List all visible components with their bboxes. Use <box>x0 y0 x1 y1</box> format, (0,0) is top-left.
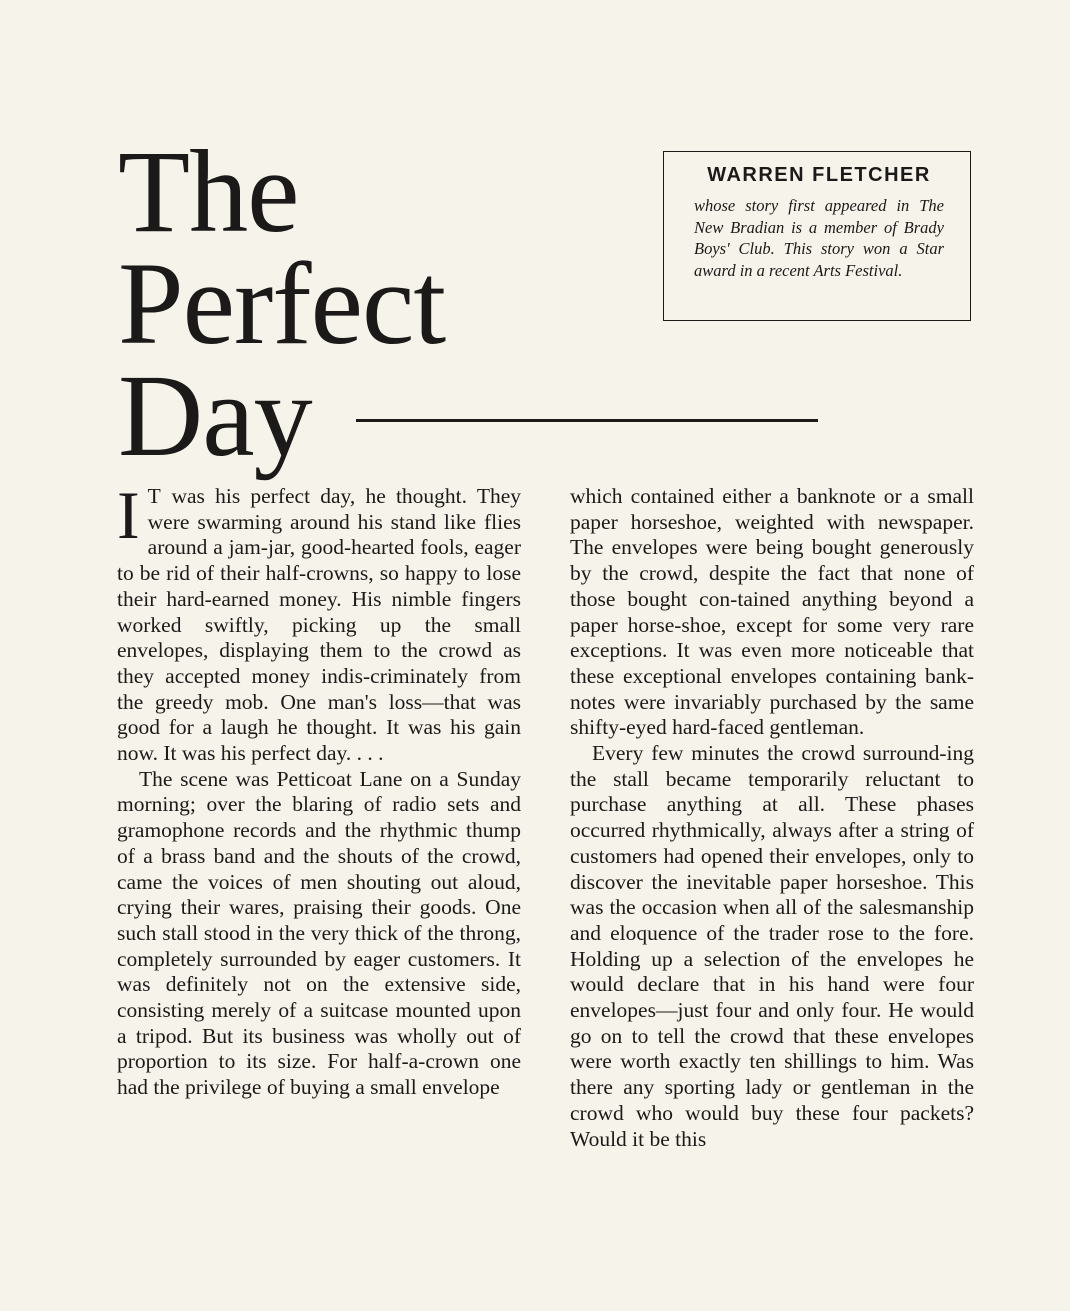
article-paragraph-2-continued: which contained either a banknote or a small paper horseshoe, weighted with newspaper. The envelopes were being bought generously by the crowd, despite the fact that none of those bought con-tained anything beyond a paper horse-shoe, except for some very rare exceptions. It was even more noticeable that these exceptional envelopes containing bank-notes were invariably purchased by the same shifty-eyed hard-faced gentleman. <box>570 484 974 740</box>
paragraph-1-first-letter: T <box>147 484 162 508</box>
author-bio-box <box>663 151 971 321</box>
paragraph-1-text: was his perfect day, he thought. They were swarming around his stand like flies around a jam-jar, good-hearted fools, eager to be rid of their half-crowns, so happy to lose their hard-earned money. His nimble fingers worked swiftly, picking up the small envelopes, displaying them to the crowd as they accepted money indis-criminately from the greedy mob. One man's loss—that was good for a laugh he thought. It was his gain now. It was his perfect day. . . . <box>117 484 521 766</box>
title-line-3: Day <box>118 350 312 481</box>
article-paragraph-3: Every few minutes the crowd surround-ing the stall became temporarily reluctant to purchase anything at all. These phases occurred rhythmically, always after a string of customers had opened their envelopes, only to discover the inevitable paper horseshoe. This was the occasion when all of the salesmanship and eloquence of the trader rose to the fore. Holding up a selection of the envelopes he would declare that in his hand were four envelopes—just four and only four. He would go on to tell the crowd that these envelopes were worth exactly ten shillings to him. Was there any sporting lady or gentleman in the crowd who would buy these four packets? Would it be this <box>570 741 974 1151</box>
title-line-1: The <box>118 126 299 257</box>
article-column-right <box>570 484 974 1152</box>
author-name: WARREN FLETCHER <box>707 164 931 186</box>
article-paragraph-2: The scene was Petticoat Lane on a Sunday morning; over the blaring of radio sets and gramophone records and the rhythmic thump of a brass band and the shouts of the crowd, came the voices of men shouting out aloud, crying their wares, praising their goods. One such stall stood in the very thick of the throng, completely surrounded by eager customers. It was definitely not on the extensive side, consisting merely of a suitcase mounted upon a tripod. But its business was wholly out of proportion to its size. For half-a-crown one had the privilege of buying a small envelope <box>117 766 521 1100</box>
author-bio-text: whose story first appeared in The New Bradian is a member of Brady Boys' Club. This story won a Star award in a recent Arts Festival. <box>694 196 944 280</box>
drop-cap: I <box>117 477 140 553</box>
article-paragraph-1 <box>117 477 521 767</box>
title-rule <box>356 419 818 422</box>
title-line-2: Perfect <box>118 238 446 369</box>
article-column-left <box>117 477 521 1101</box>
